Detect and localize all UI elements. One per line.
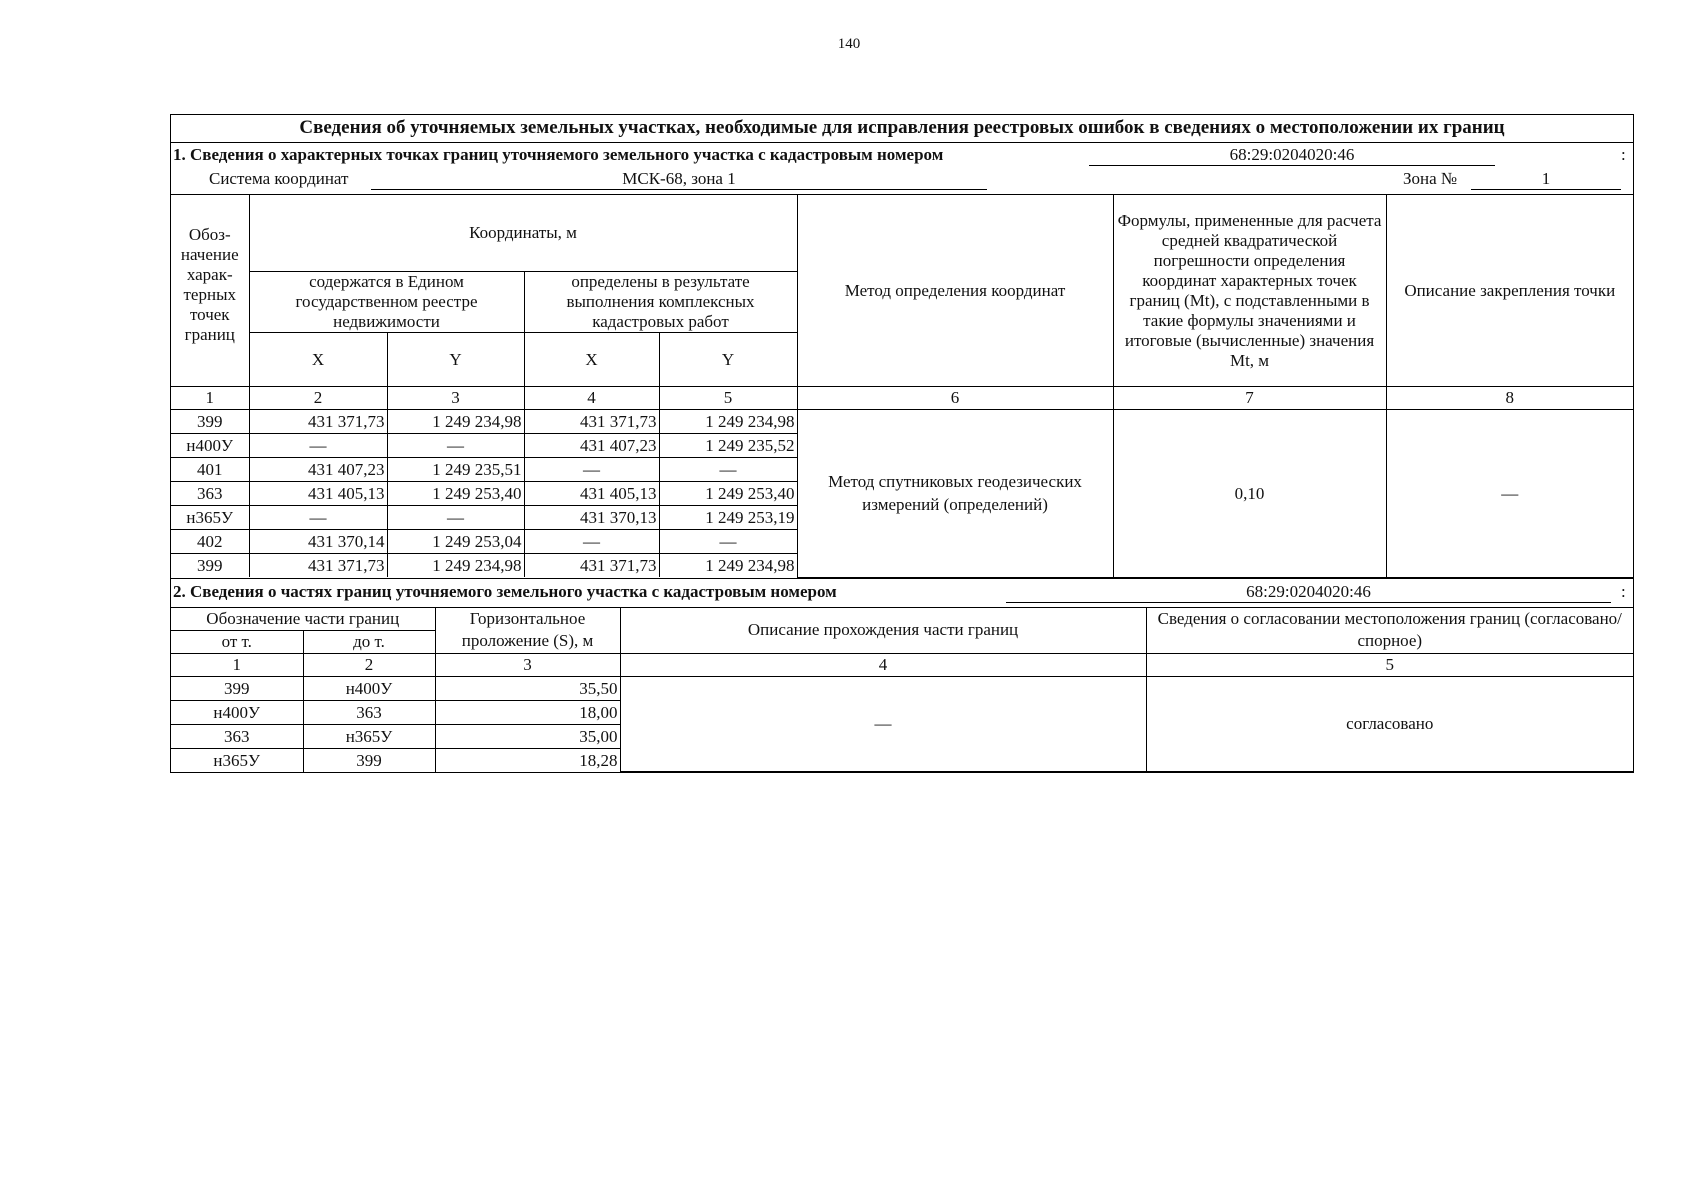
- x-determined: —: [524, 530, 659, 554]
- x-determined: 431 405,13: [524, 482, 659, 506]
- horizontal-length: 18,00: [435, 700, 620, 724]
- y-determined: 1 249 253,19: [659, 506, 797, 530]
- y-registry: 1 249 253,04: [387, 530, 524, 554]
- column-number: 2: [249, 387, 387, 410]
- section1-label: 1. Сведения о характерных точках границ уточняемого земельного участка с кадастровым номером: [173, 145, 944, 164]
- header-coordinates: Координаты, м: [249, 195, 797, 272]
- header-in-registry: содержатся в Едином государственном реестре недвижимости: [249, 272, 524, 333]
- column-number: 3: [387, 387, 524, 410]
- y-determined: 1 249 234,98: [659, 554, 797, 578]
- column-number: 1: [171, 653, 303, 676]
- header-x-determined: X: [524, 333, 659, 387]
- section2-cadastral-number: 68:29:0204020:46: [1006, 582, 1611, 603]
- header-agreement: Сведения о согласовании местоположения границ (согласовано/спорное): [1146, 607, 1633, 653]
- header-description: Описание прохождения части границ: [620, 607, 1146, 653]
- point-id: 399: [171, 410, 249, 434]
- x-determined: 431 371,73: [524, 410, 659, 434]
- header-part-designation: Обозначение части границ: [171, 607, 435, 630]
- section1-cadastral-number: 68:29:0204020:46: [1089, 145, 1495, 166]
- document-form: [170, 114, 1634, 773]
- coord-system-value: МСК-68, зона 1: [371, 169, 987, 190]
- boundary-parts-table: [171, 607, 1633, 773]
- coord-system-label: Система координат: [209, 169, 349, 188]
- method-value: Метод спутниковых геодезических измерений (определений): [797, 410, 1113, 578]
- x-registry: 431 407,23: [249, 458, 387, 482]
- y-determined: —: [659, 530, 797, 554]
- header-horizontal: Горизонтальное проложение (S), м: [435, 607, 620, 653]
- x-determined: 431 371,73: [524, 554, 659, 578]
- section2-header: [171, 579, 1633, 607]
- point-id: н365У: [171, 506, 249, 530]
- horizontal-length: 18,28: [435, 748, 620, 772]
- coordinate-system-row: [171, 167, 1633, 195]
- column-number: 5: [659, 387, 797, 410]
- column-number: 2: [303, 653, 435, 676]
- column-number: 6: [797, 387, 1113, 410]
- from-point: н400У: [171, 700, 303, 724]
- header-from: от т.: [171, 630, 303, 653]
- fixing-value: —: [1386, 410, 1633, 578]
- header-x-registry: X: [249, 333, 387, 387]
- header-y-determined: Y: [659, 333, 797, 387]
- x-determined: 431 407,23: [524, 434, 659, 458]
- x-determined: 431 370,13: [524, 506, 659, 530]
- section2-label: 2. Сведения о частях границ уточняемого земельного участка с кадастровым номером: [173, 581, 837, 601]
- y-registry: 1 249 234,98: [387, 410, 524, 434]
- x-determined: —: [524, 458, 659, 482]
- to-point: 363: [303, 700, 435, 724]
- document-title: Сведения об уточняемых земельных участках, необходимые для исправления реестровых ошибок в сведениях о местоположении их границ: [171, 115, 1633, 143]
- column-number: 4: [620, 653, 1146, 676]
- section2-colon: :: [1621, 581, 1626, 601]
- section1-header: [171, 143, 1633, 167]
- header-fixing: Описание закрепления точки: [1386, 195, 1633, 387]
- header-to: до т.: [303, 630, 435, 653]
- column-number: 4: [524, 387, 659, 410]
- horizontal-length: 35,50: [435, 676, 620, 700]
- y-determined: 1 249 234,98: [659, 410, 797, 434]
- x-registry: 431 371,73: [249, 554, 387, 578]
- column-number: 5: [1146, 653, 1633, 676]
- header-designation: Обоз- начение харак- терных точек границ: [171, 195, 249, 387]
- header-method: Метод определения координат: [797, 195, 1113, 387]
- section1-colon: :: [1621, 145, 1626, 164]
- section2: [171, 578, 1633, 773]
- to-point: 399: [303, 748, 435, 772]
- point-id: 401: [171, 458, 249, 482]
- x-registry: 431 405,13: [249, 482, 387, 506]
- y-registry: 1 249 253,40: [387, 482, 524, 506]
- column-number: 1: [171, 387, 249, 410]
- from-point: 399: [171, 676, 303, 700]
- y-determined: 1 249 235,52: [659, 434, 797, 458]
- x-registry: 431 371,73: [249, 410, 387, 434]
- from-point: н365У: [171, 748, 303, 772]
- zone-value: 1: [1471, 169, 1621, 190]
- zone-label: Зона №: [1403, 169, 1458, 188]
- header-formulas: Формулы, примененные для расчета средней квадратической погрешности определения координат характерных точек границ (Mt), с подставленными в такие формулы значениями и итоговые (вычисленные) значения Mt, м: [1113, 195, 1386, 387]
- column-number: 7: [1113, 387, 1386, 410]
- y-registry: 1 249 234,98: [387, 554, 524, 578]
- from-point: 363: [171, 724, 303, 748]
- horizontal-length: 35,00: [435, 724, 620, 748]
- mt-value: 0,10: [1113, 410, 1386, 578]
- description-value: —: [620, 676, 1146, 772]
- y-registry: 1 249 235,51: [387, 458, 524, 482]
- x-registry: 431 370,14: [249, 530, 387, 554]
- header-y-registry: Y: [387, 333, 524, 387]
- point-id: 399: [171, 554, 249, 578]
- to-point: н400У: [303, 676, 435, 700]
- table-row: [171, 676, 1633, 700]
- agreement-value: согласовано: [1146, 676, 1633, 772]
- x-registry: —: [249, 434, 387, 458]
- page-number: 140: [837, 36, 861, 52]
- points-table: [171, 195, 1633, 578]
- header-determined: определены в результате выполнения комплексных кадастровых работ: [524, 272, 797, 333]
- to-point: н365У: [303, 724, 435, 748]
- column-number: 3: [435, 653, 620, 676]
- y-registry: —: [387, 434, 524, 458]
- column-number: 8: [1386, 387, 1633, 410]
- x-registry: —: [249, 506, 387, 530]
- y-determined: —: [659, 458, 797, 482]
- table-row: [171, 410, 1633, 434]
- point-id: н400У: [171, 434, 249, 458]
- point-id: 402: [171, 530, 249, 554]
- point-id: 363: [171, 482, 249, 506]
- y-registry: —: [387, 506, 524, 530]
- y-determined: 1 249 253,40: [659, 482, 797, 506]
